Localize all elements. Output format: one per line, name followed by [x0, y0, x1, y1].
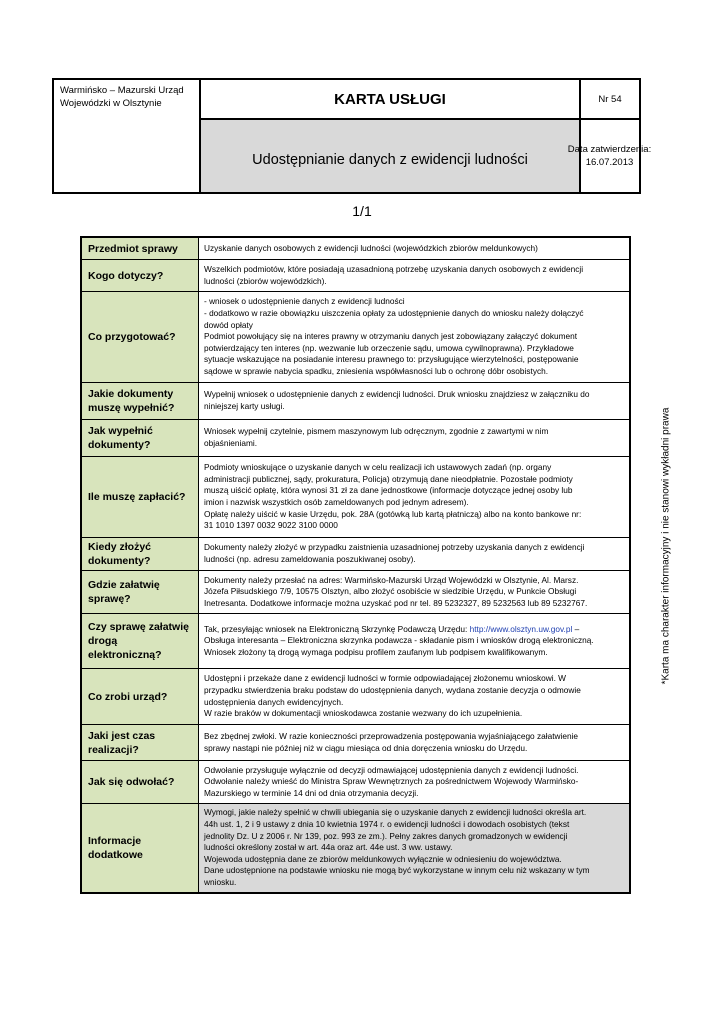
row-label: Co przygotować? — [82, 292, 199, 382]
row-text: Wszelkich podmiotów, które posiadają uzasadnioną potrzebę uzyskania danych osobowych z ewidencji ludności (zbiorów wojewódzkich). — [204, 263, 584, 286]
row-label: Jakie dokumenty muszę wypełnić? — [82, 383, 199, 419]
row-label: Jak się odwołać? — [82, 761, 199, 803]
table-row — [82, 669, 629, 725]
row-text: Udostępni i przekaże dane z ewidencji ludności w formie odpowiadającej złożonemu wnioskowi. W przypadku stwierdzenia braku podstaw do udostępnienia danych, wydana zostanie decyzja o odmowie udostępnienia danych ewidencyjnych. W razie braków w dokumentacji wnioskodawca zostanie wezwany do ich uzupełnienia. — [204, 673, 581, 719]
approval-date-box — [567, 119, 652, 192]
row-text: Odwołanie przysługuje wyłącznie od decyzji odmawiającej udostępnienia danych z ewidencji ludności. Odwołanie należy wnieść do Ministra Spraw Wewnętrznych za pośrednictwem Wojewody Warmińsko- Mazurskiego w terminie 14 dni od dnia otrzymania decyzji. — [204, 764, 579, 798]
table-row — [82, 761, 629, 804]
row-label: Informacje dodatkowe — [82, 804, 199, 892]
table-row — [82, 260, 629, 292]
row-label: Kiedy złożyć dokumenty? — [82, 538, 199, 570]
row-label: Jaki jest czas realizacji? — [82, 725, 199, 760]
row-text-before-link: Tak, przesyłając wniosek na Elektroniczną Skrzynkę Podawczą Urzędu: — [204, 623, 470, 634]
approval-date: 16.07.2013 — [585, 156, 634, 168]
approval-label: Data zatwierdzenia: — [567, 143, 652, 155]
table-row — [82, 420, 629, 457]
row-text: Podmioty wnioskujące o uzyskanie danych w celu realizacji ich ustawowych zadań (np. organy administracji publicznej, sądy, prokuratura, Policja) otrzymują dane nieodpłatnie. Pozostałe podmioty muszą uiścić opłatę, która wynosi 31 zł za dane jednostkowe (informacje dotyczące jednej osoby lub imion i nazwisk wszystkich osób zameldowanych pod jednym adresem). Opłatę należy uiścić w kasie Urzędu, pok. 28A (gotówką lub kartą płatniczą) albo na konto bankowe nr: 31 1010 1397 0032 9022 3100 0000 — [204, 462, 582, 531]
page-number: 1/1 — [352, 203, 372, 219]
row-text: Wniosek wypełnij czytelnie, pismem maszynowym lub odręcznym, zgodnie z zawartymi w nim objaśnieniami. — [204, 426, 549, 448]
row-text: Bez zbędnej zwłoki. W razie konieczności przeprowadzenia postępowania wyjaśniającego załatwienie sprawy nastąpi nie później niż w ciągu miesiąca od dnia doręczenia wniosku do Urzędu. — [204, 730, 579, 753]
card-title: KARTA USŁUGI — [200, 80, 580, 119]
row-label: Kogo dotyczy? — [82, 260, 199, 291]
row-label: Jak wypełnić dokumenty? — [82, 420, 199, 456]
row-text: Wymogi, jakie należy spełnić w chwili ubiegania się o uzyskanie danych z ewidencji ludności określa art. 44h ust. 1, 2 i 9 ustawy z dnia 10 kwietnia 1974 r. o ewidencji ludności i dowodach osobistych (tekst jednolity Dz. U z 2006 r. Nr 139, poz. 993 ze zm.). Pełny zakres danych gromadzonych w ewidencji ludności określony został w art. 44a oraz art. 44e ust. 3 ww. ustawy. Wojewoda udostępnia dane ze zbiorów meldunkowych wyłącznie w odniesieniu do województwa. Dane udostępnione na podstawie wniosku nie mogą być wykorzystane w innym celu niż wskazany w tym wniosku. — [204, 807, 590, 887]
row-text: – Obsługa interesanta – Elektroniczna skrzynka podawcza - składanie pism i wniosków drogą elektroniczną. Wniosek złożony tą drogą wymaga podpisu profilem zaufanym lub podpisem kwalifikowanym. — [204, 623, 594, 657]
urzad-website-link[interactable]: http://www.olsztyn.uw.gov.pl — [469, 623, 573, 634]
row-label: Co zrobi urząd? — [82, 669, 199, 724]
row-text: Uzyskanie danych osobowych z ewidencji ludności (wojewódzkich zbiorów meldunkowych) — [204, 242, 538, 253]
table-row — [82, 725, 629, 761]
row-text: Wypełnij wniosek o udostępnienie danych z ewidencji ludności. Druk wniosku znajdziesz w załączniku do niniejszej karty usługi. — [204, 389, 590, 411]
row-text: - wniosek o udostępnienie danych z ewidencji ludności - dodatkowo w razie obowiązku uiszczenia opłaty za udostępnienie danych do wniosku należy dołączyć dowód opłaty Podmiot powołujący się na interes prawny w otrzymaniu danych jest zobowiązany załączyć dokument potwierdzający ten interes (np. wezwanie lub orzeczenie sądu, umowa cywilnoprawna). Przykładowe sytuacje wskazujące na posiadanie interesu prawnego to: przysługujące wierzytelności, postępowanie sądowe w sprawie nabycia spadku, zniesienia współwłasności lub o ochronę dóbr osobistych. — [204, 296, 584, 376]
table-row — [82, 238, 629, 260]
organization-name: Warmińsko – Mazurski Urząd Wojewódzki w Olsztynie — [54, 80, 200, 192]
table-row — [82, 383, 629, 420]
row-label: Czy sprawę załatwię drogą elektroniczną? — [82, 614, 199, 668]
row-label: Gdzie załatwię sprawę? — [82, 571, 199, 613]
table-row — [82, 457, 629, 538]
table-row — [82, 538, 629, 571]
row-label: Przedmiot sprawy — [82, 238, 199, 259]
table-row — [82, 614, 629, 669]
table-row — [82, 804, 629, 892]
service-card-header — [52, 78, 652, 194]
row-text: Dokumenty należy przesłać na adres: Warmińsko-Mazurski Urząd Wojewódzki w Olsztynie, Al. Marsz. Józefa Piłsudskiego 7/9, 10575 Olsztyn, albo złożyć osobiście w siedzibie Urzędu, w Punkcie Obsługi Inetresanta. Dodatkowe informacje można uzyskać pod nr tel. 89 5232327, 89 5232563 lub 89 5232767. — [204, 574, 588, 608]
service-name: Udostępnianie danych z ewidencji ludności — [200, 119, 580, 192]
service-info-table — [80, 236, 631, 894]
row-text: Dokumenty należy złożyć w przypadku zaistnienia uzasadnionej potrzeby uzyskania danych z ewidencji ludności (np. adresu zameldowania poszukiwanej osoby). — [204, 542, 585, 564]
row-label: Ile muszę zapłacić? — [82, 457, 199, 537]
table-row — [82, 571, 629, 614]
table-row — [82, 292, 629, 383]
card-number: Nr 54 — [580, 80, 639, 119]
legal-disclaimer: *Karta ma charakter informacyjny i nie stanowi wykładni prawa — [660, 407, 672, 685]
